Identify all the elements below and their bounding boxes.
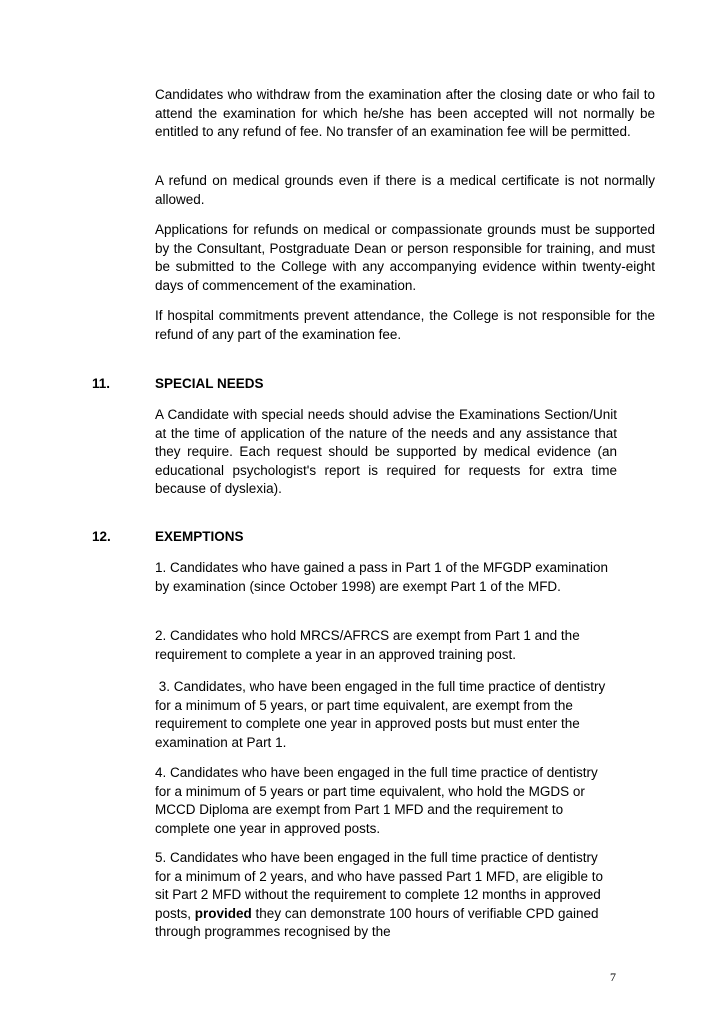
section-heading-exemptions (92, 528, 244, 547)
special-needs-paragraph: A Candidate with special needs should advise the Examinations Section/Unit at the time of application of the nature of the needs and any assistance that they require. Each request should be supported by medical evidence (an educational psychologist's report is required for requests for extra time because of dyslexia). (155, 407, 617, 496)
refund-paragraph-applications: Applications for refunds on medical or compassionate grounds must be supported by the Consultant, Postgraduate Dean or person responsible for training, and must be submitted to the College with any accompanying evidence within twenty-eight days of commencement of the examination. (155, 222, 655, 293)
exemption-item-1: 1. Candidates who have gained a pass in Part 1 of the MFGDP examination by examination (since October 1998) are exempt Part 1 of the MFD. (155, 560, 609, 594)
section-title: EXEMPTIONS (155, 529, 244, 544)
section-heading-special-needs (92, 375, 264, 394)
refund-paragraph-hospital: If hospital commitments prevent attendance, the College is not responsible for the refund of any part of the examination fee. (155, 308, 655, 342)
exemption-item-3: 3. Candidates, who have been engaged in the full time practice of dentistry for a minimum of 5 years, or part time equivalent, are exempt from the requirement to complete one year in approved posts but must enter the examination at Part 1. (155, 679, 610, 750)
exemption-item-2: 2. Candidates who hold MRCS/AFRCS are exempt from Part 1 and the requirement to complete a year in an approved training post. (155, 628, 580, 662)
refund-paragraph-medical: A refund on medical grounds even if there is a medical certificate is not normally allowed. (155, 173, 655, 207)
exemption-item-5-text-end: they can demonstrate 100 hours of verifiable CPD gained through programmes recognised by the (155, 905, 599, 939)
exemption-item-5-text: 5. Candidates who have been engaged in the full time practice of dentistry for a minimum of 2 years, and who have passed Part 1 MFD, are eligible to sit Part 2 MFD without the requirement to complete 12 months in approved posts, (155, 850, 603, 921)
section-number: 12. (92, 529, 111, 544)
exemption-item-4: 4. Candidates who have been engaged in the full time practice of dentistry for a minimum of 5 years or part time equivalent, who hold the MGDS or MCCD Diploma are exempt from Part 1 MFD and the requirement to complete one year in approved posts. (155, 765, 598, 836)
section-number: 11. (92, 376, 111, 391)
exemption-item-5-emphasis: provided (194, 905, 252, 921)
page-number: 7 (610, 970, 616, 984)
section-title: SPECIAL NEEDS (155, 376, 264, 391)
exemption-item-5 (155, 849, 617, 942)
refund-paragraph-withdrawal: Candidates who withdraw from the examination after the closing date or who fail to attend the examination for which he/she has been accepted will not normally be entitled to any refund of fee. No transfer of an examination fee will be permitted. (155, 87, 655, 139)
